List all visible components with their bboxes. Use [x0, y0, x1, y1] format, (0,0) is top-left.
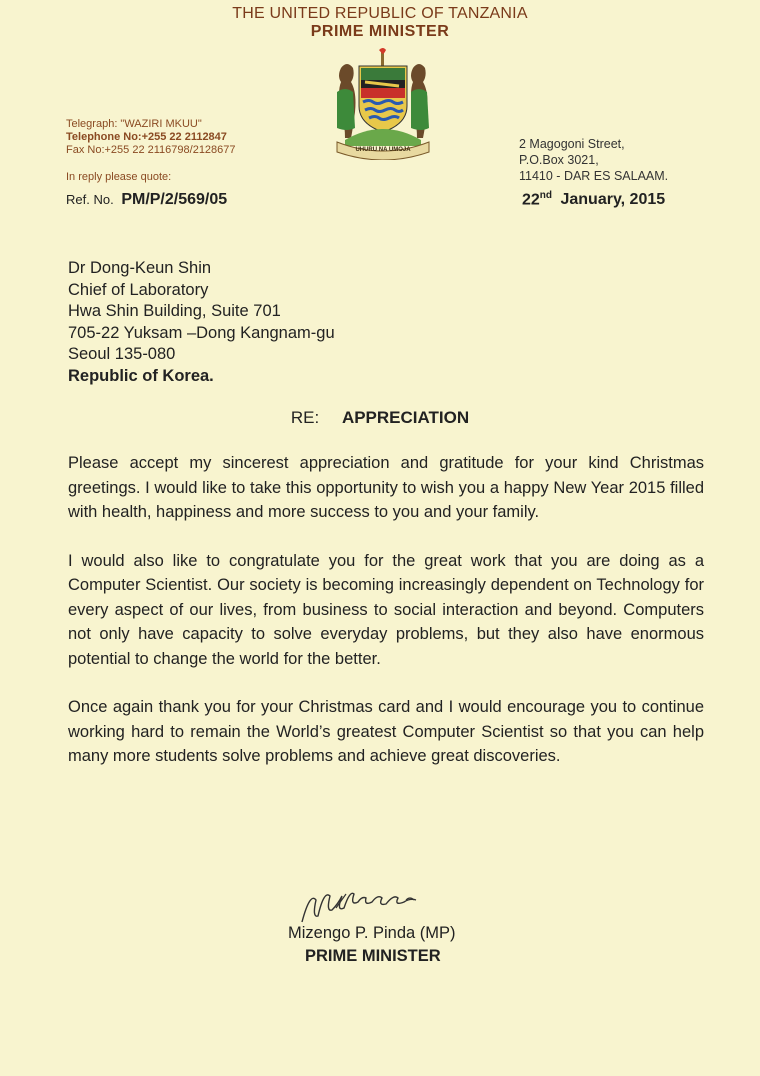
recipient-address [68, 258, 335, 387]
date-rest: January, 2015 [560, 191, 666, 209]
subject-line [0, 408, 760, 428]
reference-number [66, 191, 227, 209]
coat-of-arms-icon [327, 48, 439, 160]
telegraph-line: Telegraph: "WAZIRI MKUU" [66, 118, 202, 130]
telephone-line: Telephone No:+255 22 2112847 [66, 131, 227, 143]
body-paragraph: Please accept my sincerest appreciation and gratitude for your kind Christmas greetings. I would like to take this opportunity to wish you a happy New Year 2015 filled with health, happiness and more success to you and your family. [68, 454, 704, 521]
recipient-line: Dr Dong-Keun Shin [68, 259, 212, 277]
letter-body [68, 451, 704, 793]
ref-label: Ref. No. [66, 192, 114, 207]
body-paragraph: Once again thank you for your Christmas card and I would encourage you to continue working hard to remain the World’s greatest Computer Scientist so that you can help many more students solve problems and achieve great discoveries. [68, 698, 704, 765]
recipient-line: Hwa Shin Building, Suite 701 [68, 302, 281, 320]
recipient-line: 705-22 Yuksam –Dong Kangnam-gu [68, 323, 335, 342]
svg-text:UHURU NA UMOJA: UHURU NA UMOJA [355, 147, 411, 153]
subject-label: RE: [290, 408, 320, 427]
sender-address [519, 136, 668, 184]
recipient-country: Republic of Korea. [68, 366, 214, 385]
letterhead-office: PRIME MINISTER [310, 23, 450, 40]
recipient-line: Chief of Laboratory [68, 280, 209, 299]
date-day: 22 [522, 191, 540, 209]
letter-date [522, 190, 665, 209]
sender-po-box: P.O.Box 3021, [519, 153, 599, 167]
signer-name: Mizengo P. Pinda (MP) [288, 924, 456, 942]
subject-text: APPRECIATION [341, 408, 470, 427]
date-suffix: nd [539, 190, 553, 201]
recipient-line: Seoul 135-080 [68, 345, 176, 363]
signer-title: PRIME MINISTER [305, 947, 441, 965]
reply-quote-note: In reply please quote: [66, 171, 172, 183]
letterhead-country: THE UNITED REPUBLIC OF TANZANIA [232, 5, 528, 22]
sender-city: 11410 - DAR ES SALAAM. [519, 169, 669, 183]
contact-block [66, 118, 236, 157]
fax-line: Fax No:+255 22 2116798/2128677 [66, 144, 236, 156]
ref-value: PM/P/2/569/05 [121, 191, 228, 208]
sender-street: 2 Magogoni Street, [519, 137, 625, 151]
body-paragraph: I would also like to congratulate you for the great work that you are doing as a Computer Scientist. Our society is becoming increasingly dependent on Technology for every aspect of our lives, from business to social interaction and beyond. Computers not only have capacity to solve everyday problems, but they also have enormous potential to change the world for the better. [68, 551, 704, 668]
